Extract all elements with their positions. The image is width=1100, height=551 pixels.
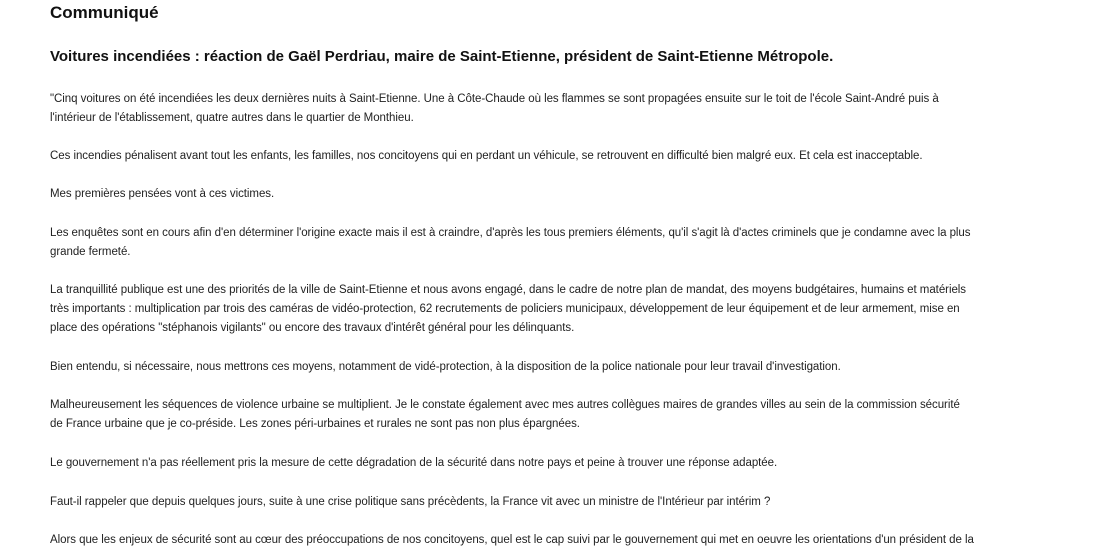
- communique-title: Voitures incendiées : réaction de Gaël Perdriau, maire de Saint-Etienne, président de Saint-Etienne Métropole.: [50, 48, 834, 65]
- paragraph-line: "Cinq voitures on été incendiées les deux dernières nuits à Saint-Etienne. Une à Côte-Chaude où les flammes se sont propagées ensuite sur le toit de l'école Saint-André puis à: [50, 93, 939, 105]
- communique-document: [50, 0, 1096, 546]
- paragraph-line: Ces incendies pénalisent avant tout les enfants, les familles, nos concitoyens qui en perdant un véhicule, se retrouvent en difficulté bien malgré eux. Et cela est inacceptable.: [50, 150, 923, 162]
- document-heading: Communiqué: [50, 3, 159, 22]
- paragraph-line: Le gouvernement n'a pas réellement pris la mesure de cette dégradation de la sécurité dans notre pays et peine à trouver une réponse adaptée.: [50, 457, 778, 469]
- paragraph-line: Les enquêtes sont en cours afin d'en déterminer l'origine exacte mais il est à craindre, d'après les tous premiers éléments, qu'il s'agit là d'actes criminels que je condamne avec la plus: [50, 227, 971, 239]
- paragraph-8: [50, 454, 777, 473]
- paragraph-6: [50, 358, 841, 377]
- paragraph-line: Faut-il rappeler que depuis quelques jours, suite à une crise politique sans précèdents, la France vit avec un ministre de l'Intérieur par intérim ?: [50, 496, 771, 508]
- paragraph-line: place des opérations "stéphanois vigilants" ou encore des travaux d'intérêt général pour les délinquants.: [50, 322, 575, 334]
- paragraph-7: [50, 396, 960, 434]
- paragraph-line: grande fermeté.: [50, 246, 131, 258]
- paragraph-1: [50, 90, 939, 128]
- paragraph-line: Alors que les enjeux de sécurité sont au cœur des préoccupations de nos concitoyens, quel est le cap suivi par le gouvernement qui met en oeuvre les orientations d'un président de la: [50, 534, 974, 546]
- paragraph-line: Bien entendu, si nécessaire, nous mettrons ces moyens, notamment de vidé-protection, à la disposition de la police nationale pour leur travail d'investigation.: [50, 361, 841, 373]
- paragraph-2: [50, 147, 923, 166]
- paragraph-3: [50, 185, 274, 204]
- paragraph-5: [50, 281, 966, 338]
- paragraph-9: [50, 493, 770, 512]
- paragraph-line: Mes premières pensées vont à ces victimes.: [50, 188, 275, 200]
- paragraph-line: très importants : multiplication par trois des caméras de vidéo-protection, 62 recrutements de policiers municipaux, développement de leur équipement et de leur armement, mise en: [50, 303, 960, 315]
- paragraph-line: de France urbaine que je co-préside. Les zones péri-urbaines et rurales ne sont pas non plus épargnées.: [50, 418, 580, 430]
- paragraph-10: [50, 531, 974, 550]
- paragraph-line: l'intérieur de l'établissement, quatre autres dans le quartier de Monthieu.: [50, 112, 414, 124]
- paragraph-4: [50, 224, 970, 262]
- paragraph-line: La tranquillité publique est une des priorités de la ville de Saint-Etienne et nous avons engagé, dans le cadre de notre plan de mandat, des moyens budgétaires, humains et matériels: [50, 284, 967, 296]
- paragraph-line: Malheureusement les séquences de violence urbaine se multiplient. Je le constate également avec mes autres collègues maires de grandes villes au sein de la commission sécurité: [50, 399, 960, 411]
